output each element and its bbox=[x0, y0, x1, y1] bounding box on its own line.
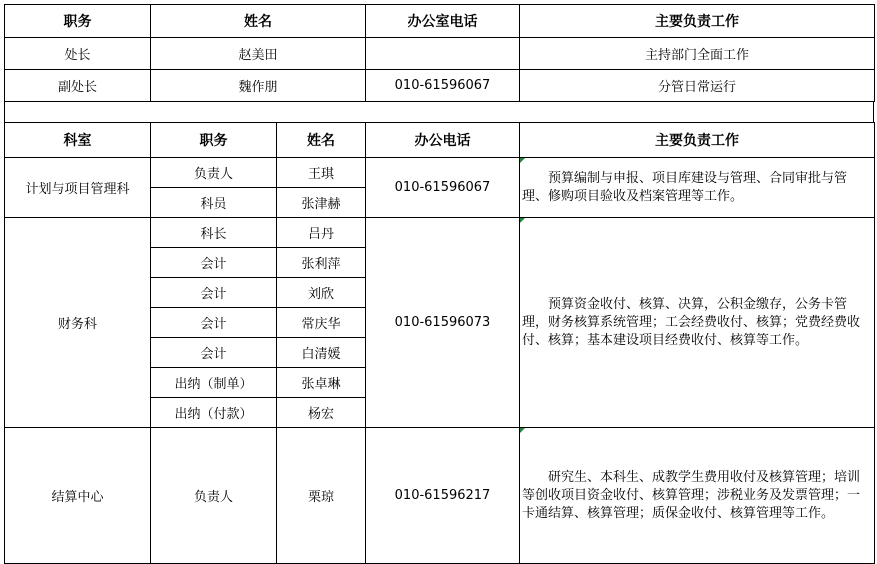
comment-marker-icon bbox=[520, 158, 525, 163]
cell-name: 吕丹 bbox=[277, 218, 366, 248]
cell-duty bbox=[520, 218, 875, 428]
duty-text: 预算资金收付、核算、决算，公积金缴存，公务卡管理，财务核算系统管理；工会经费收付、核算；党费经费收付、核算；基本建设项目经费收付、核算等工作。 bbox=[522, 296, 861, 348]
table-spacer-row bbox=[4, 101, 874, 122]
departments-header-row bbox=[5, 123, 875, 158]
cell-title: 出纳（制单） bbox=[151, 368, 277, 398]
departments-table bbox=[4, 122, 875, 564]
header-name: 姓名 bbox=[151, 5, 366, 38]
cell-title: 负责人 bbox=[151, 428, 277, 564]
header-dept: 科室 bbox=[5, 123, 151, 158]
cell-title: 科长 bbox=[151, 218, 277, 248]
cell-title: 会计 bbox=[151, 308, 277, 338]
cell-name: 王琪 bbox=[277, 158, 366, 188]
cell-title: 负责人 bbox=[151, 158, 277, 188]
cell-duty: 主持部门全面工作 bbox=[520, 38, 875, 70]
leadership-table bbox=[4, 4, 875, 102]
cell-phone bbox=[366, 38, 520, 70]
header-name: 姓名 bbox=[277, 123, 366, 158]
comment-marker-icon bbox=[520, 218, 525, 223]
cell-name: 白清媛 bbox=[277, 338, 366, 368]
cell-name: 赵美田 bbox=[151, 38, 366, 70]
cell-title: 副处长 bbox=[5, 70, 151, 102]
table-row bbox=[5, 158, 875, 188]
header-title: 职务 bbox=[5, 5, 151, 38]
header-duty: 主要负责工作 bbox=[520, 5, 875, 38]
cell-duty bbox=[520, 158, 875, 218]
cell-title: 出纳（付款） bbox=[151, 398, 277, 428]
header-office-phone: 办公电话 bbox=[366, 123, 520, 158]
cell-name: 张卓琳 bbox=[277, 368, 366, 398]
cell-phone: 010-61596067 bbox=[366, 158, 520, 218]
header-duty: 主要负责工作 bbox=[520, 123, 875, 158]
cell-phone: 010-61596067 bbox=[366, 70, 520, 102]
cell-dept: 财务科 bbox=[5, 218, 151, 428]
cell-dept: 计划与项目管理科 bbox=[5, 158, 151, 218]
duty-text: 研究生、本科生、成教学生费用收付及核算管理；培训等创收项目资金收付、核算管理；涉税业务及发票管理；一卡通结算、核算管理；质保金收付、核算管理等工作。 bbox=[522, 469, 861, 521]
cell-duty bbox=[520, 428, 875, 564]
table-row bbox=[5, 218, 875, 248]
cell-name: 张利萍 bbox=[277, 248, 366, 278]
cell-name: 常庆华 bbox=[277, 308, 366, 338]
table-row bbox=[5, 428, 875, 564]
cell-title: 处长 bbox=[5, 38, 151, 70]
leadership-header-row bbox=[5, 5, 875, 38]
comment-marker-icon bbox=[520, 428, 525, 433]
header-office-phone: 办公室电话 bbox=[366, 5, 520, 38]
cell-title: 会计 bbox=[151, 278, 277, 308]
table-row bbox=[5, 70, 875, 102]
cell-duty: 分管日常运行 bbox=[520, 70, 875, 102]
cell-name: 张津赫 bbox=[277, 188, 366, 218]
cell-name: 刘欣 bbox=[277, 278, 366, 308]
table-row bbox=[5, 38, 875, 70]
cell-name: 杨宏 bbox=[277, 398, 366, 428]
cell-name: 栗琼 bbox=[277, 428, 366, 564]
cell-title: 会计 bbox=[151, 248, 277, 278]
cell-name: 魏作朋 bbox=[151, 70, 366, 102]
header-title: 职务 bbox=[151, 123, 277, 158]
cell-title: 会计 bbox=[151, 338, 277, 368]
cell-title: 科员 bbox=[151, 188, 277, 218]
cell-dept: 结算中心 bbox=[5, 428, 151, 564]
cell-phone: 010-61596217 bbox=[366, 428, 520, 564]
duty-text: 预算编制与申报、项目库建设与管理、合同审批与管理、修购项目验收及档案管理等工作。 bbox=[522, 170, 848, 204]
cell-phone: 010-61596073 bbox=[366, 218, 520, 428]
